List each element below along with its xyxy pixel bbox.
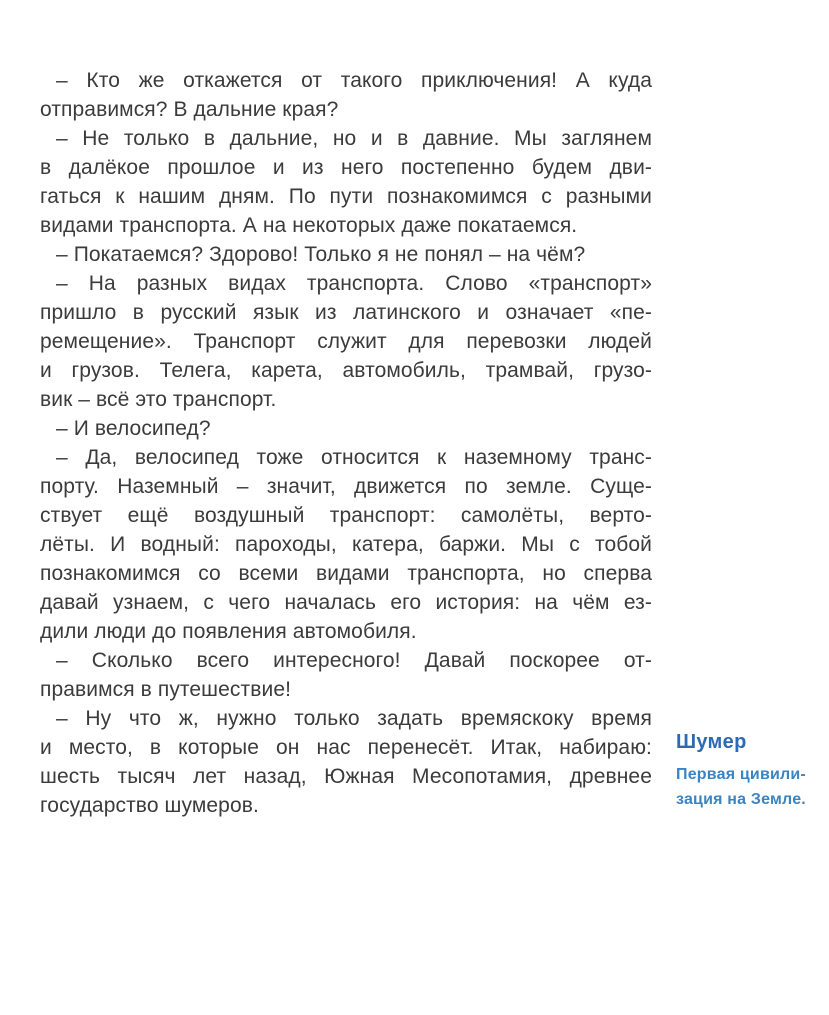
text-line: – На разных видах транспорта. Слово «транспорт» — [56, 272, 652, 295]
text-line: – Сколько всего интересного! Давай поскорее от- — [56, 649, 652, 672]
text-line: лёты. И водный: пароходы, катера, баржи. Мы с тобой — [40, 533, 652, 556]
text-line: в далёкое прошлое и из него постепенно будем дви- — [40, 156, 652, 179]
text-line: гаться к нашим дням. По пути познакомимся с разными — [40, 185, 652, 208]
sidebar-note-body-line: зация на Земле. — [676, 791, 806, 808]
text-line: государство шумеров. — [40, 794, 259, 817]
text-line: познакомимся со всеми видами транспорта, но сперва — [40, 562, 652, 585]
text-line: пришло в русский язык из латинского и означает «пе- — [40, 301, 652, 324]
paragraph — [40, 269, 652, 414]
paragraph — [40, 124, 652, 240]
sidebar-note — [676, 730, 816, 812]
text-line: давай узнаем, с чего началась его история: на чём ез- — [40, 591, 652, 614]
text-line: ствует ещё воздушный транспорт: самолёты, верто- — [40, 504, 652, 527]
paragraph — [40, 704, 652, 820]
paragraph — [40, 66, 652, 124]
text-line: видами транспорта. А на некоторых даже покатаемся. — [40, 214, 578, 237]
sidebar-note-title: Шумер — [676, 731, 747, 753]
paragraph — [40, 414, 652, 443]
text-line: дили люди до появления автомобиля. — [40, 620, 417, 643]
paragraph — [40, 240, 652, 269]
sidebar-note-body-line: Первая цивили- — [676, 766, 806, 783]
paragraph — [40, 443, 652, 646]
sidebar-note-body — [676, 762, 816, 812]
text-line: порту. Наземный – значит, движется по земле. Суще- — [40, 475, 652, 498]
text-line: – Не только в дальние, но и в давние. Мы заглянем — [56, 127, 652, 150]
paragraph — [40, 646, 652, 704]
text-line: вик – всё это транспорт. — [40, 388, 277, 411]
text-line: – Ну что ж, нужно только задать времяскоку время — [56, 707, 652, 730]
text-line: – И велосипед? — [56, 417, 211, 440]
text-line: отправимся? В дальние края? — [40, 98, 339, 121]
text-line: – Покатаемся? Здорово! Только я не понял – на чём? — [56, 243, 586, 266]
text-line: шесть тысяч лет назад, Южная Месопотамия, древнее — [40, 765, 652, 788]
text-line: – Кто же откажется от такого приключения! А куда — [56, 69, 652, 92]
text-line: и грузов. Телега, карета, автомобиль, трамвай, грузо- — [40, 359, 652, 382]
text-column — [40, 66, 652, 820]
text-line: правимся в путешествие! — [40, 678, 292, 701]
text-line: ремещение». Транспорт служит для перевозки людей — [40, 330, 652, 353]
text-line: и место, в которые он нас перенесёт. Итак, набираю: — [40, 736, 652, 759]
text-line: – Да, велосипед тоже относится к наземному транс- — [56, 446, 652, 469]
